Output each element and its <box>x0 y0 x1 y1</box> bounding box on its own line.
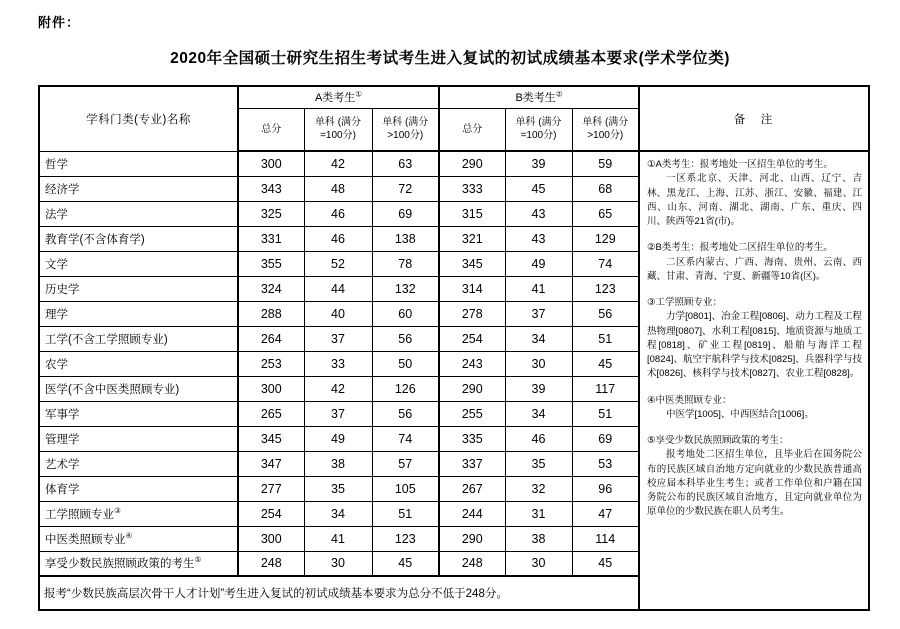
score-cell: 42 <box>304 151 372 176</box>
score-cell: 123 <box>572 276 639 301</box>
note-body: 一区系北京、天津、河北、山西、辽宁、吉林、黑龙江、上海、江苏、浙江、安徽、福建、江西、山东、河南、湖北、湖南、广东、重庆、四川、陕西等21省(市)。 <box>647 173 862 227</box>
score-cell: 68 <box>572 176 639 201</box>
subject-name: 历史学 <box>45 283 80 296</box>
score-cell: 46 <box>304 201 372 226</box>
score-cell: 314 <box>439 276 505 301</box>
subject-name: 中医类照顾专业 <box>45 533 126 546</box>
note-heading: ②B类考生：报考地处二区招生单位的考生。 <box>647 242 833 254</box>
score-cell: 37 <box>304 326 372 351</box>
score-cell: 30 <box>304 551 372 576</box>
column-header-b-single100: 单科 (满分 =100分) <box>505 108 572 151</box>
score-cell: 331 <box>238 226 304 251</box>
subject-name-cell <box>39 526 238 551</box>
subject-name-cell <box>39 326 238 351</box>
score-cell: 300 <box>238 526 304 551</box>
subject-name: 医学(不含中医类照顾专业) <box>45 383 180 396</box>
subject-name: 享受少数民族照顾政策的考生 <box>45 558 195 571</box>
note-body: 报考地处二区招生单位，且毕业后在国务院公布的民族区域自治地方定向就业的少数民族普通高校应届本科毕业生考生；或者工作单位和户籍在国务院公布的民族区域自治地方，且定向就业单位为原单位的少数民族在职人员考生。 <box>647 449 862 518</box>
subject-name: 经济学 <box>45 183 80 196</box>
subject-name-cell <box>39 301 238 326</box>
subject-name-cell <box>39 151 238 176</box>
score-cell: 50 <box>372 351 439 376</box>
score-cell: 34 <box>304 501 372 526</box>
subject-name: 哲学 <box>45 158 68 171</box>
score-cell: 33 <box>304 351 372 376</box>
column-header-remarks: 备 注 <box>639 86 869 151</box>
score-cell: 254 <box>439 326 505 351</box>
score-cell: 59 <box>572 151 639 176</box>
score-cell: 37 <box>304 401 372 426</box>
column-header-a-single100: 单科 (满分 =100分) <box>304 108 372 151</box>
score-cell: 45 <box>572 551 639 576</box>
subject-name-cell <box>39 201 238 226</box>
score-cell: 335 <box>439 426 505 451</box>
score-cell: 30 <box>505 351 572 376</box>
note-body: 中医学[1005]、中西医结合[1006]。 <box>666 408 814 420</box>
subject-name: 文学 <box>45 258 68 271</box>
score-cell: 129 <box>572 226 639 251</box>
score-requirements-table <box>38 85 870 611</box>
subject-name-cell <box>39 501 238 526</box>
score-cell: 63 <box>372 151 439 176</box>
score-cell: 290 <box>439 151 505 176</box>
score-cell: 117 <box>572 376 639 401</box>
score-cell: 254 <box>238 501 304 526</box>
score-cell: 288 <box>238 301 304 326</box>
score-cell: 45 <box>572 351 639 376</box>
score-cell: 355 <box>238 251 304 276</box>
attachment-label: 附件： <box>38 15 81 30</box>
score-cell: 48 <box>304 176 372 201</box>
score-cell: 267 <box>439 476 505 501</box>
score-cell: 74 <box>372 426 439 451</box>
score-cell: 41 <box>304 526 372 551</box>
footnote-marker: ③ <box>114 505 121 515</box>
score-cell: 255 <box>439 401 505 426</box>
remarks-content <box>640 152 868 536</box>
score-cell: 78 <box>372 251 439 276</box>
score-cell: 46 <box>304 226 372 251</box>
score-cell: 105 <box>372 476 439 501</box>
subject-name-cell <box>39 276 238 301</box>
remark-note <box>647 241 862 284</box>
footer-note: 报考“少数民族高层次骨干人才计划”考生进入复试的初试成绩基本要求为总分不低于248分。 <box>39 576 639 610</box>
score-cell: 38 <box>304 451 372 476</box>
subject-name: 艺术学 <box>45 458 80 471</box>
subject-name-cell <box>39 426 238 451</box>
score-cell: 347 <box>238 451 304 476</box>
subject-name: 工学照顾专业 <box>45 508 114 521</box>
score-cell: 52 <box>304 251 372 276</box>
subject-name-cell <box>39 226 238 251</box>
score-cell: 30 <box>505 551 572 576</box>
score-cell: 248 <box>238 551 304 576</box>
score-cell: 56 <box>372 401 439 426</box>
footnote-marker: ① <box>355 89 363 99</box>
remark-note <box>647 158 862 229</box>
score-cell: 243 <box>439 351 505 376</box>
subject-name-cell <box>39 401 238 426</box>
footnote-marker: ⑤ <box>194 555 202 565</box>
score-cell: 300 <box>238 376 304 401</box>
score-cell: 290 <box>439 526 505 551</box>
footnote-marker: ④ <box>125 530 133 540</box>
score-cell: 39 <box>505 151 572 176</box>
score-cell: 69 <box>372 201 439 226</box>
score-cell: 69 <box>572 426 639 451</box>
column-group-b: B类考生② <box>439 86 639 108</box>
score-cell: 43 <box>505 226 572 251</box>
score-cell: 56 <box>372 326 439 351</box>
score-cell: 278 <box>439 301 505 326</box>
score-cell: 56 <box>572 301 639 326</box>
subject-name: 理学 <box>45 308 68 321</box>
score-cell: 37 <box>505 301 572 326</box>
column-header-b-total: 总分 <box>439 108 505 151</box>
column-header-b-single-gt100: 单科 (满分 >100分) <box>572 108 639 151</box>
score-cell: 57 <box>372 451 439 476</box>
score-cell: 34 <box>505 326 572 351</box>
score-cell: 138 <box>372 226 439 251</box>
table-row <box>39 151 869 176</box>
header-row-groups <box>39 86 869 108</box>
score-cell: 43 <box>505 201 572 226</box>
subject-name-cell <box>39 376 238 401</box>
note-heading: ④中医类照顾专业： <box>647 394 732 406</box>
score-cell: 45 <box>505 176 572 201</box>
score-cell: 96 <box>572 476 639 501</box>
score-cell: 49 <box>505 251 572 276</box>
subject-name: 体育学 <box>45 483 80 496</box>
score-cell: 53 <box>572 451 639 476</box>
subject-name: 军事学 <box>45 408 80 421</box>
subject-name-cell <box>39 551 238 576</box>
score-cell: 72 <box>372 176 439 201</box>
score-cell: 315 <box>439 201 505 226</box>
subject-name: 工学(不含工学照顾专业) <box>45 333 168 346</box>
score-cell: 41 <box>505 276 572 301</box>
subject-name-cell <box>39 451 238 476</box>
score-cell: 244 <box>439 501 505 526</box>
subject-name-cell <box>39 476 238 501</box>
score-cell: 324 <box>238 276 304 301</box>
column-group-a: A类考生① <box>238 86 439 108</box>
remarks-cell <box>639 151 869 610</box>
score-cell: 49 <box>304 426 372 451</box>
score-cell: 31 <box>505 501 572 526</box>
remark-note <box>647 434 862 520</box>
score-cell: 300 <box>238 151 304 176</box>
score-cell: 290 <box>439 376 505 401</box>
score-cell: 38 <box>505 526 572 551</box>
column-header-a-total: 总分 <box>238 108 304 151</box>
score-cell: 248 <box>439 551 505 576</box>
score-cell: 40 <box>304 301 372 326</box>
score-cell: 65 <box>572 201 639 226</box>
score-cell: 60 <box>372 301 439 326</box>
score-cell: 277 <box>238 476 304 501</box>
score-cell: 132 <box>372 276 439 301</box>
column-header-a-single-gt100: 单科 (满分 >100分) <box>372 108 439 151</box>
score-cell: 34 <box>505 401 572 426</box>
page-title: 2020年全国硕士研究生招生考试考生进入复试的初试成绩基本要求(学术学位类) <box>170 50 730 67</box>
score-cell: 35 <box>304 476 372 501</box>
score-cell: 47 <box>572 501 639 526</box>
score-cell: 333 <box>439 176 505 201</box>
subject-name: 管理学 <box>45 433 80 446</box>
note-body: 力学[0801]、冶金工程[0806]、动力工程及工程热物理[0807]、水利工程[0815]、地质资源与地质工程[0818]、矿业工程[0819]、船舶与海洋工程[0824]、航空宇航科学与技术[0825]、兵器科学与技术[0826]、核科学与技术[0827]、农业工程[0828]。 <box>647 311 862 380</box>
subject-name: 农学 <box>45 358 68 371</box>
score-cell: 51 <box>372 501 439 526</box>
score-cell: 345 <box>238 426 304 451</box>
score-cell: 123 <box>372 526 439 551</box>
score-cell: 39 <box>505 376 572 401</box>
score-cell: 345 <box>439 251 505 276</box>
subject-name-cell <box>39 251 238 276</box>
score-cell: 321 <box>439 226 505 251</box>
note-heading: ⑤享受少数民族照顾政策的考生： <box>647 435 789 446</box>
note-heading: ①A类考生：报考地处一区招生单位的考生。 <box>647 159 833 170</box>
score-cell: 51 <box>572 401 639 426</box>
score-cell: 264 <box>238 326 304 351</box>
note-body: 二区系内蒙古、广西、海南、贵州、云南、西藏、甘肃、青海、宁夏、新疆等10省(区)。 <box>647 256 862 282</box>
remark-note <box>647 394 862 423</box>
score-cell: 32 <box>505 476 572 501</box>
score-cell: 126 <box>372 376 439 401</box>
score-cell: 35 <box>505 451 572 476</box>
subject-name-cell <box>39 351 238 376</box>
score-cell: 42 <box>304 376 372 401</box>
score-cell: 343 <box>238 176 304 201</box>
subject-name: 教育学(不含体育学) <box>45 233 145 246</box>
column-header-subject: 学科门类(专业)名称 <box>39 86 238 151</box>
score-cell: 337 <box>439 451 505 476</box>
score-cell: 265 <box>238 401 304 426</box>
score-cell: 74 <box>572 251 639 276</box>
note-heading: ③工学照顾专业： <box>647 297 723 308</box>
footnote-marker: ② <box>555 89 563 99</box>
score-cell: 46 <box>505 426 572 451</box>
score-cell: 325 <box>238 201 304 226</box>
score-cell: 114 <box>572 526 639 551</box>
score-cell: 44 <box>304 276 372 301</box>
remark-note <box>647 296 862 382</box>
score-cell: 253 <box>238 351 304 376</box>
score-cell: 45 <box>372 551 439 576</box>
subject-name: 法学 <box>45 208 68 221</box>
score-cell: 51 <box>572 326 639 351</box>
subject-name-cell <box>39 176 238 201</box>
